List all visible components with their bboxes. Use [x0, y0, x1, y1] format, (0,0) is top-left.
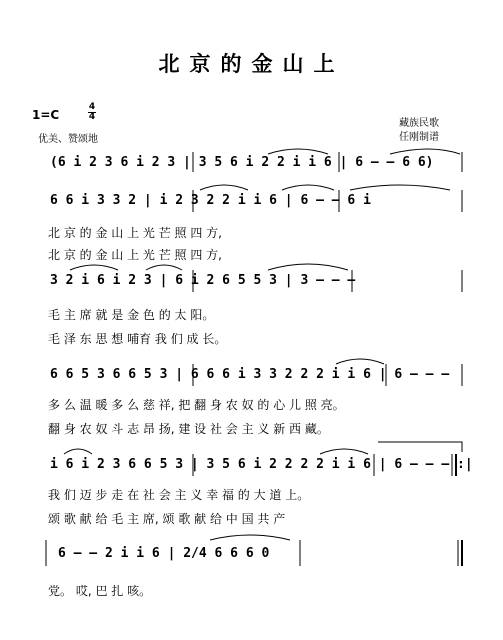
- tempo-mark: 优美、赞颂地: [38, 134, 98, 145]
- score-row-6-notes: 6 – – 2 i i 6 | 2/4 6 6 6 0: [58, 546, 270, 561]
- score-row-5-notes: i 6 i 2 3 6 6 5 3 | 3 5 6 i 2 2 2 2 i i 6 | 6 – – – :|: [50, 457, 473, 472]
- score-row-1-notes: (6 i 2 3 6 i 2 3 | 3 5 6 i 2 2 i i 6 | 6 – – 6 6): [50, 155, 434, 170]
- score-row-2-lyric-1: 北 京 的 金 山 上 光 芒 照 四 方,: [48, 226, 222, 240]
- score-row-4-notes: 6 6 5 3 6 6 5 3 | 6 6 6 i 3 3 2 2 2 i i 6 | 6 – – –: [50, 367, 450, 382]
- score-row-4-lyric-1: 多 么 温 暖 多 么 慈 祥, 把 翻 身 农 奴 的 心 儿 照 亮。: [48, 398, 345, 412]
- score-row-5-lyric-1: 我 们 迈 步 走 在 社 会 主 义 幸 福 的 大 道 上。: [48, 488, 310, 502]
- key-signature: 1=C: [32, 108, 60, 122]
- score-row-5-lyric-2: 颂 歌 献 给 毛 主 席, 颂 歌 献 给 中 国 共 产: [48, 512, 286, 526]
- score-row-4-lyric-2: 翻 身 农 奴 斗 志 昂 扬, 建 设 社 会 主 义 新 西 藏。: [48, 422, 329, 436]
- time-sig-top: 4: [88, 102, 96, 112]
- score-row-3-lyric-1: 毛 主 席 就 是 金 色 的 太 阳。: [48, 308, 215, 322]
- score-row-2-notes: 6 6 i 3 3 2 | i 2 3 2 2 i i 6 | 6 – – 6 i: [50, 193, 371, 208]
- arranger-credit: 任刚制谱: [399, 132, 439, 143]
- score-row-3-notes: 3 2 i 6 i 2 3 | 6 i 2 6 5 5 3 | 3 – – –: [50, 273, 356, 288]
- score-row-2-lyric-2: 北 京 的 金 山 上 光 芒 照 四 方,: [48, 248, 222, 262]
- score-row-6-lyric-1: 党。 哎, 巴 扎 咳。: [48, 584, 152, 598]
- song-source: 藏族民歌: [399, 118, 439, 129]
- song-title: 北京的金山上: [158, 52, 345, 76]
- time-sig-bottom: 4: [88, 112, 96, 122]
- score-row-3-lyric-2: 毛 泽 东 思 想 哺育 我 们 成 长。: [48, 332, 227, 346]
